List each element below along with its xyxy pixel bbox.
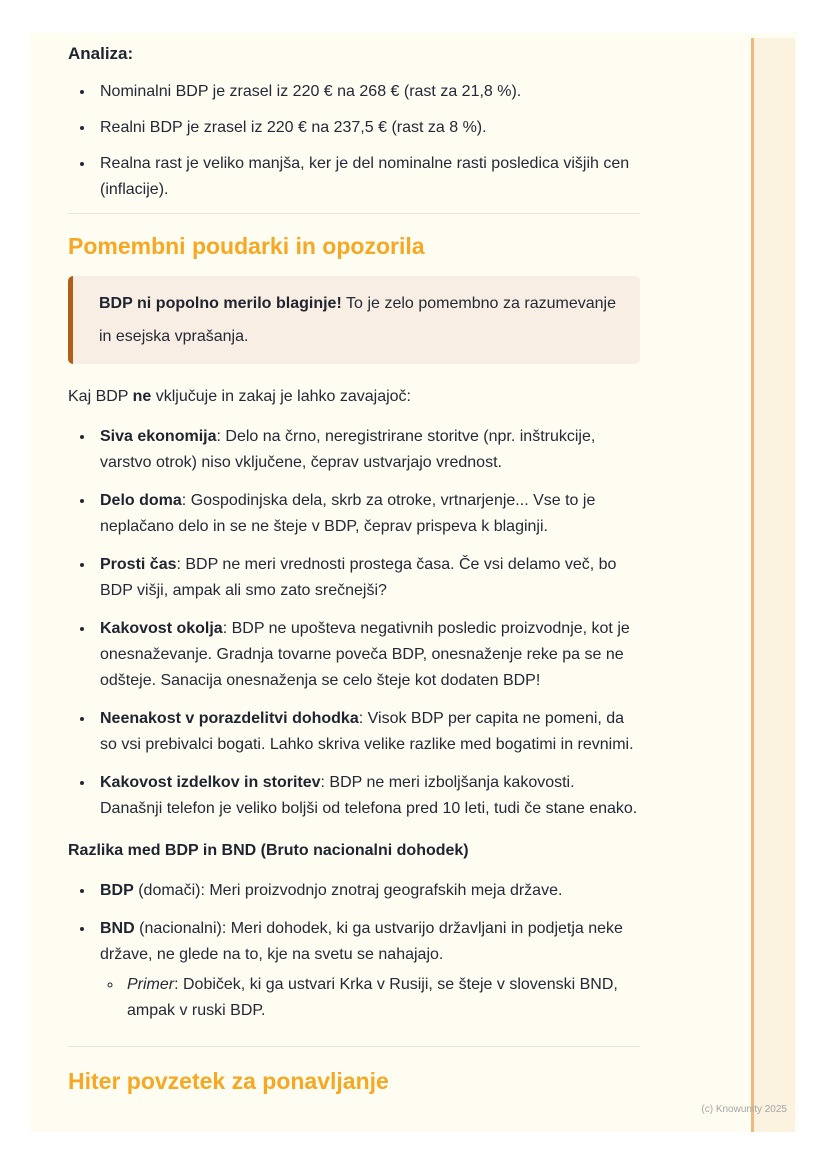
- flaws-list: [68, 424, 640, 822]
- watermark: (c) Knowunity 2025: [701, 1104, 787, 1115]
- bnd-example-list: [100, 972, 640, 1024]
- bnd-subheading: Razlika med BDP in BND (Bruto nacionalni dohodek): [68, 842, 469, 859]
- sub-list-item: ◦ Primer: Dobiček, ki ga ustvari Krka v Rusiji, se šteje v slovenski BND, ampak v ruski BDP.: [123, 972, 640, 1024]
- callout-bold-text: BDP ni popolno merilo blaginje!: [99, 295, 342, 312]
- list-item: • Neenakost v porazdelitvi dohodka: Visok BDP per capita ne pomeni, da so vsi prebivalci bogati. Lahko skriva velike razlike med bogatimi in revnimi.: [95, 706, 640, 758]
- list-item: • BND (nacionalni): Meri dohodek, ki ga ustvarijo državljani in podjetja neke države, ne glede na to, kje na svetu se nahajajo. ◦ Primer: Dobiček, ki ga ustvari Krka v Rusiji, se šteje v slovenski BND, ampak v ruski BDP.: [95, 916, 640, 1024]
- analysis-list: [68, 79, 640, 203]
- highlights-heading: Pomembni poudarki in opozorila: [68, 233, 425, 259]
- list-item: • Kakovost izdelkov in storitev: BDP ne meri izboljšanja kakovosti. Današnji telefon je veliko boljši od telefona pred 10 leti, tudi če stane enako.: [95, 770, 640, 822]
- section-divider: [68, 1046, 640, 1047]
- list-item: • Realni BDP je zrasel iz 220 € na 237,5 € (rast za 8 %).: [95, 115, 640, 141]
- list-item: • Delo doma: Gospodinjska dela, skrb za otroke, vrtnarjenje... Vse to je neplačano delo in se ne šteje v BDP, čeprav prispeva k blaginji.: [95, 488, 640, 540]
- document-page: [30, 33, 797, 1132]
- list-item: • Nominalni BDP je zrasel iz 220 € na 268 € (rast za 21,8 %).: [95, 79, 640, 105]
- list-item: • BDP (domači): Meri proizvodnjo znotraj geografskih meja države.: [95, 878, 640, 904]
- list-item: • Siva ekonomija: Delo na črno, neregistrirane storitve (npr. inštrukcije, varstvo otrok) niso vključene, čeprav ustvarjajo vrednost.: [95, 424, 640, 476]
- summary-heading: Hiter povzetek za ponavljanje: [68, 1068, 389, 1094]
- intro-paragraph: Kaj BDP ne vključuje in zakaj je lahko zavajajoč:: [68, 388, 411, 405]
- section-divider: [68, 213, 640, 214]
- important-callout: [68, 276, 640, 364]
- analysis-title: Analiza:: [68, 44, 134, 63]
- right-ribbon-decoration: [751, 38, 795, 1132]
- list-item: • Kakovost okolja: BDP ne upošteva negativnih posledic proizvodnje, kot je onesnaževanje. Gradnja tovarne poveča BDP, onesnaženje reke pa se ne odšteje. Sanacija onesnaženja se celo šteje kot dodaten BDP!: [95, 616, 640, 694]
- list-item: • Prosti čas: BDP ne meri vrednosti prostega časa. Če vsi delamo več, bo BDP višji, ampak ali smo zato srečnejši?: [95, 552, 640, 604]
- document-content: [68, 33, 640, 1095]
- callout-rest-text: To je zelo pomembno za razumevanje in esejska vprašanja.: [99, 295, 617, 345]
- list-item: • Realna rast je veliko manjša, ker je del nominalne rasti posledica višjih cen (inflacije).: [95, 151, 640, 203]
- bnd-list: [68, 878, 640, 1024]
